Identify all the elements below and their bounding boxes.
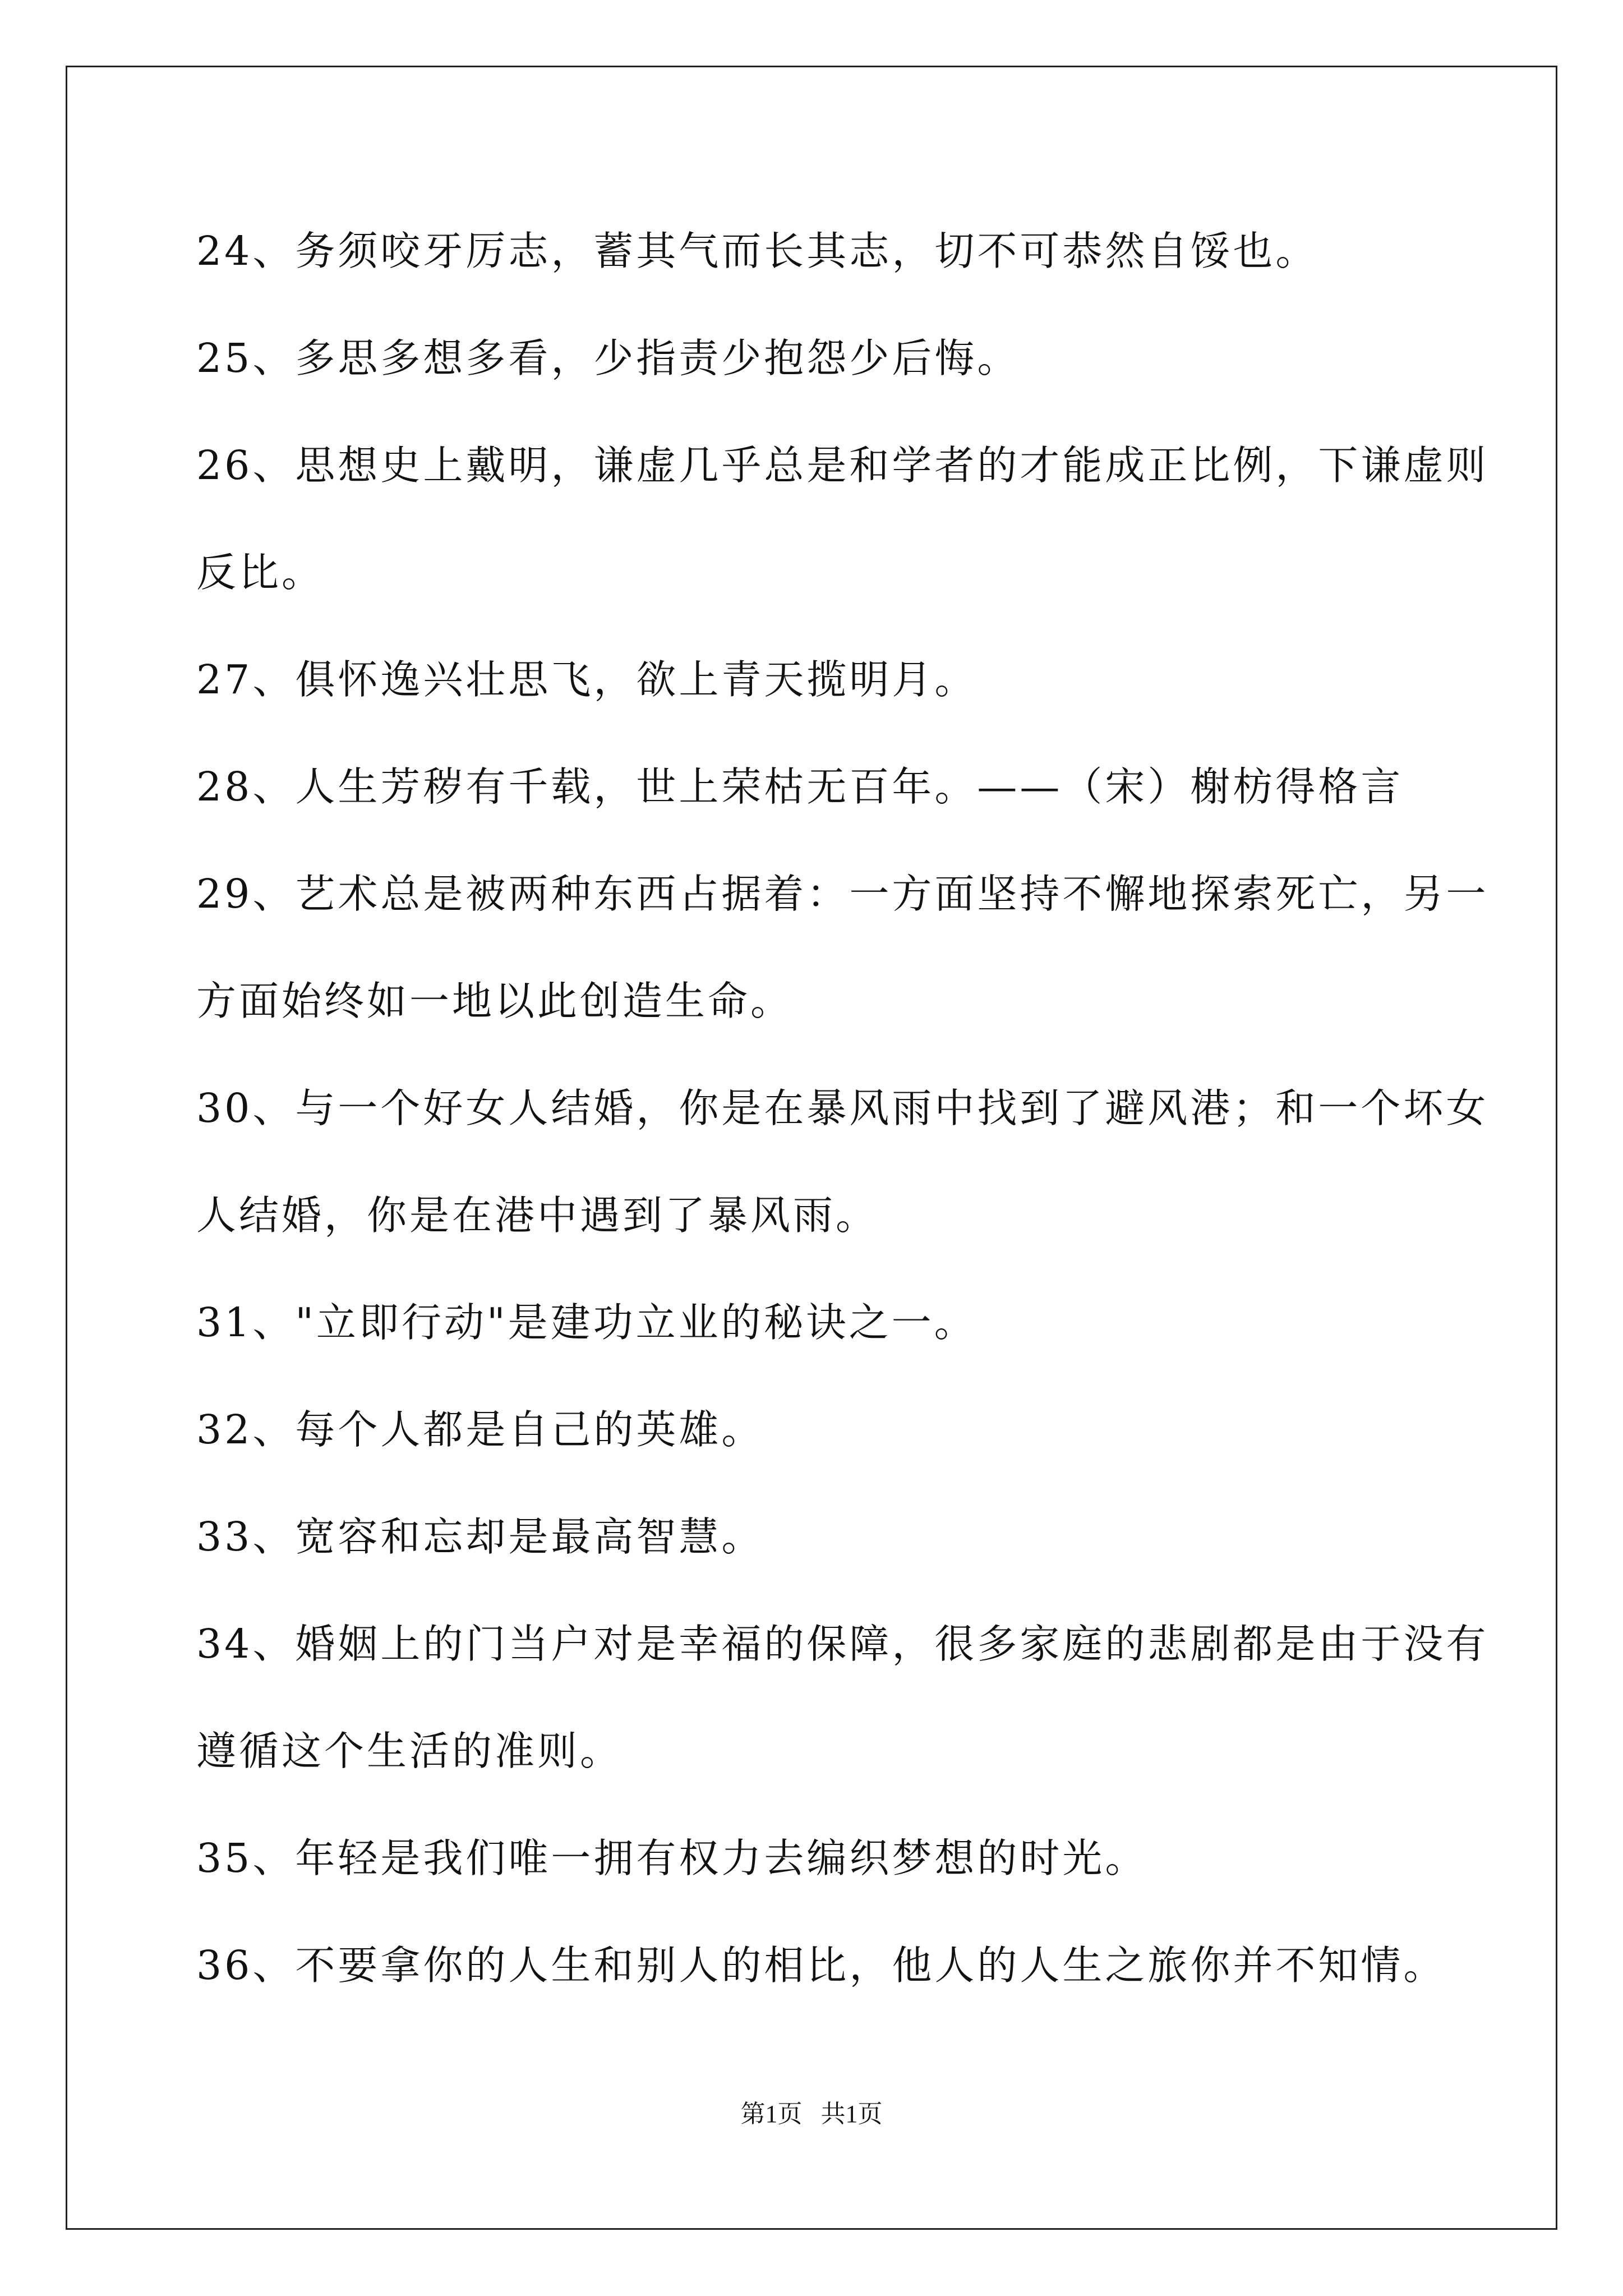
text-line: 32、每个人都是自己的英雄。 [196,1406,764,1453]
text-line: 24、务须咬牙厉志，蓄其气而长其志，切不可恭然自馁也。 [196,228,1318,274]
text-line: 29、艺术总是被两种东西占据着：一方面坚持不懈地探索死亡，另一 [196,871,1489,917]
text-line: 33、宽容和忘却是最高智慧。 [196,1513,764,1560]
document-body [196,218,1489,2039]
text-line: 36、不要拿你的人生和别人的相比，他人的人生之旅你并不知情。 [196,1942,1446,1989]
text-line: 35、年轻是我们唯一拥有权力去编织梦想的时光。 [196,1835,1148,1881]
text-line: 27、俱怀逸兴壮思飞，欲上青天揽明月。 [196,656,978,703]
text-line: 28、人生芳秽有千载，世上荣枯无百年。——（宋）榭枋得格言 [196,763,1404,810]
page-number-footer: 第1页 共1页 [740,2100,883,2128]
text-line: 34、婚姻上的门当户对是幸福的保障，很多家庭的悲剧都是由于没有 [196,1621,1489,1667]
text-line: 方面始终如一地以此创造生命。 [196,978,794,1024]
text-line: 25、多思多想多看，少指责少抱怨少后悔。 [196,335,1020,381]
text-line: 30、与一个好女人结婚，你是在暴风雨中找到了避风港；和一个坏女 [196,1085,1489,1131]
text-line: 人结婚，你是在港中遇到了暴风雨。 [196,1192,879,1239]
text-line: 反比。 [196,549,325,596]
text-line: 遵循这个生活的准则。 [196,1728,623,1774]
text-line: 31、"立即行动"是建功立业的秘诀之一。 [196,1299,977,1346]
text-line: 26、思想史上戴明，谦虚几乎总是和学者的才能成正比例，下谦虚则 [196,442,1489,489]
